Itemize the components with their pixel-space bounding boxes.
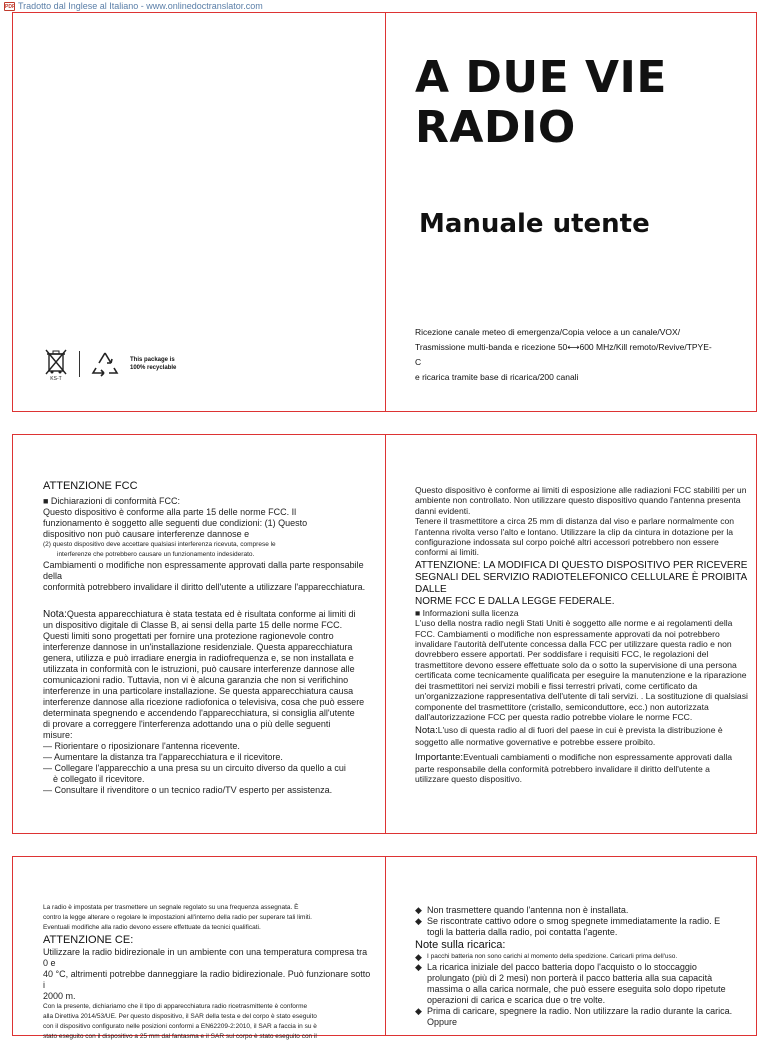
ce-heading: ATTENZIONE CE: [43,934,134,946]
modification-warning: ATTENZIONE: LA MODIFICA DI QUESTO DISPOSITIVO PER RICEVERE SEGNALI DEL SERVIZIO RADIOTELEFONICO CELLULARE È PROIBITA DALLE NORME FCC E DALLA LEGGE FEDERALE. [415,559,748,607]
cover-sheet [12,12,757,412]
diamond-bullet-icon: ◆ [415,962,422,972]
page-divider [385,12,386,412]
recyclable-text: This package is 100% recyclable [130,357,177,371]
fcc-note: Nota:Questa apparecchiatura è stata testata ed è risultata conforme ai limiti di [43,609,356,620]
fcc-heading: ATTENZIONE FCC [43,480,138,492]
measure-item: — Consultare il rivenditore o un tecnico radio/TV esperto per assistenza. [43,785,333,795]
fcc-left-column: ATTENZIONE FCC ■ Dichiarazioni di conformità FCC: Questo dispositivo è conforme alla parte 15 delle norme FCC. Il funzionamento è soggetto alle seguenti due condizioni: (1) Questo dispositivo non può causare interferenze dannose e (2) questo dispositivo deve accettare qualsiasi interferenza ricevuta, comprese le interferenze che potrebbero causare un funzionamento indesiderato. Cambiamenti o modifiche non espressamente approvati dalla parte responsabile della conformità potrebbero invalidare il diritto dell'utente a utilizzare l'apparecchiatura. Nota:Questa apparecchiatura è stata testata ed è risultata conforme ai limiti di un dispositivo digitale di Classe B, ai sensi della parte 15 delle norme FCC. Questi limiti sono progettati per fornire una protezione ragionevole contro interferenze dannose in un'installazione residenziale. Questa apparecchiatura genera, utilizza e può irradiare energia in radiofrequenza e, se non installata e utilizzata in conformità con le istruzioni, può causare interferenze dannose alle comunicazioni radio. Tuttavia, non vi è alcuna garanzia che non si verifichino interferenze in una particolare installazione. Se questa apparecchiatura causa interferenze dannose alla ricezione radiofonica o televisiva, cosa che può essere determinata spegnendo e accendendo l'apparecchiatura, si consiglia all'utente di provare a correggere l'interferenza adottando una o più delle seguenti misure: — Riorientare o riposizionare l'antenna ricevente. — Aumentare la distanza tra l'apparecchiatura e il ricevitore. — Collegare l'apparecchio a una presa su un circuito diverso da quello a cui è collegato il ricevitore. — Consultare il rivenditore o un tecnico radio/TV esperto per assistenza. [43,479,373,796]
recycling-marks [43,347,176,381]
license-label: ■ Informazioni sulla licenza [415,607,519,618]
measure-item: — Collegare l'apparecchio a una presa su un circuito diverso da quello a cui [43,763,346,773]
fcc-sheet [12,434,757,834]
important-paragraph: Importante:Eventuali cambiamenti o modifiche non espressamente approvati dalla [415,752,733,764]
measure-item: — Aumentare la distanza tra l'apparecchiatura e il ricevitore. [43,752,283,762]
ce-sheet [12,856,757,1040]
diamond-bullet-icon: ◆ [415,952,422,962]
translator-banner-text[interactable]: Tradotto dal Inglese al Italiano - www.onlinedoctranslator.com [18,1,263,11]
ce-left-column: La radio è impostata per trasmettere un segnale regolato su una frequenza assegnata. È contro la legge alterare o regolare le impostazioni all'interno della radio per superare tali limiti. Eventuali modifiche alla radio devono essere effettuate da tecnici qualificati. ATTENZIONE CE: Utilizzare la radio bidirezionale in un ambiente con una temperatura compresa tra 0 e 40 °C, altrimenti potrebbe danneggiare la radio bidirezionale. Può funzionare sotto i 2000 m. Con la presente, dichiariamo che il tipo di apparecchiatura radio ricetrasmittente è conforme alla Direttiva 2014/53/UE. Per questo dispositivo, il SAR della testa e del corpo è stato eseguito con il dispositivo configurato nelle posizioni conformi a EN62209-2:2010, il SAR a faccia in su è stato eseguito con il dispositivo a 25 mm dal fantasma e il SAR sul corpo è stato eseguito con il [43,903,373,1042]
charging-column [415,905,755,1028]
separator [79,351,80,377]
feature-list: Ricezione canale meteo di emergenza/Copia veloce a un canale/VOX/ Trasmissione multi-banda e ricezione 50⟷600 MHz/Kill remoto/Revive/TPYE-C e ricarica tramite base di ricarica/200 canali [415,327,712,382]
page-divider [385,856,386,1036]
list-item: ◆ Prima di caricare, spegnere la radio. Non utilizzare la radio durante la carica. Oppure [415,1006,733,1027]
nota-paragraph: Nota:L'uso di questa radio al di fuori del paese in cui è prevista la distribuzione è [415,725,723,737]
diamond-bullet-icon: ◆ [415,1006,422,1016]
weee-bin-icon [43,347,69,381]
weee-code: KS-T [50,376,62,381]
diamond-bullet-icon: ◆ [415,916,422,926]
list-item: ◆ Se riscontrate cattivo odore o smog spegnete immediatamente la radio. E togli la batteria dalla radio, poi contatta l'agente. [415,916,721,937]
translator-banner[interactable] [0,0,300,12]
diamond-bullet-icon: ◆ [415,905,422,915]
list-item: ◆ La ricarica iniziale del pacco batteria dopo l'acquisto o lo stoccaggio prolungato (più di 2 mesi) non porterà il pacco batteria alla sua capacità massima o alla carica normale, che può essere eseguita solo dopo ripetute operazioni di carica e scarica due o tre volte. [415,962,726,1005]
list-item: ◆ I pacchi batteria non sono carichi al momento della spedizione. Caricarli prima dell'uso. [415,952,678,962]
measure-item: è collegato il ricevitore. [53,774,145,784]
fcc-right-column: Questo dispositivo è conforme ai limiti di esposizione alle radiazioni FCC stabiliti per un ambiente non controllato. Non utilizzare questo dispositivo quando l'antenna presenta danni evidenti. Tenere il trasmettitore a circa 25 mm di distanza dal viso e parlare normalmente con l'antenna rivolta verso l'alto e lontano. Utilizzare la clip da cintura in dotazione per la configurazione indossata sul corpo poiché altri accessori potrebbero non essere conformi ai limiti. ATTENZIONE: LA MODIFICA DI QUESTO DISPOSITIVO PER RICEVERE SEGNALI DEL SERVIZIO RADIOTELEFONICO CELLULARE È PROIBITA DALLE NORME FCC E DALLA LEGGE FEDERALE. ■ Informazioni sulla licenza L'uso della nostra radio negli Stati Uniti è soggetto alle norme e ai regolamenti della FCC. Cambiamenti o modifiche non espressamente approvati da noi potrebbero invalidare l'autorità dell'utente concessa dalla FCC per utilizzare questa radio e non dovrebbero essere apportati. Per soddisfare i requisiti FCC, le regolazioni del trasmettitore devono essere effettuate solo da o sotto la supervisione di una persona certificata come tecnicamente qualificata per eseguire la manutenzione e la riparazione dei trasmettitori nei servizi mobili e fissi terrestri privati, come certificato da un'organizzazione rappresentativa dell'utente di tali servizi. . La sostituzione di qualsiasi componente del trasmettitore (cristallo, semiconduttore, ecc.) non autorizzata dall'autorizzazione FCC per questa radio potrebbe violare le norme FCC. Nota:L'uso di questa radio al di fuori del paese in cui è prevista la distribuzione è soggetto alle normative governative e potrebbe essere proibito. Importante:Eventuali cambiamenti o modifiche non espressamente approvati dalla parte responsabile della conformità potrebbero invalidare il diritto dell'utente a utilizzare questo dispositivo. [415,485,755,784]
page-divider [385,434,386,834]
product-title: A DUE VIE RADIO [415,52,667,153]
measure-item: — Riorientare o riposizionare l'antenna ricevente. [43,741,240,751]
conformity-label: ■ Dichiarazioni di conformità FCC: [43,496,180,506]
list-item: ◆ Non trasmettere quando l'antenna non è installata. [415,905,629,915]
recycle-icon [90,351,120,377]
charging-notes-heading: Note sulla ricarica: [415,939,506,951]
pdf-icon: PDF [5,3,15,10]
manual-subtitle: Manuale utente [419,209,650,239]
